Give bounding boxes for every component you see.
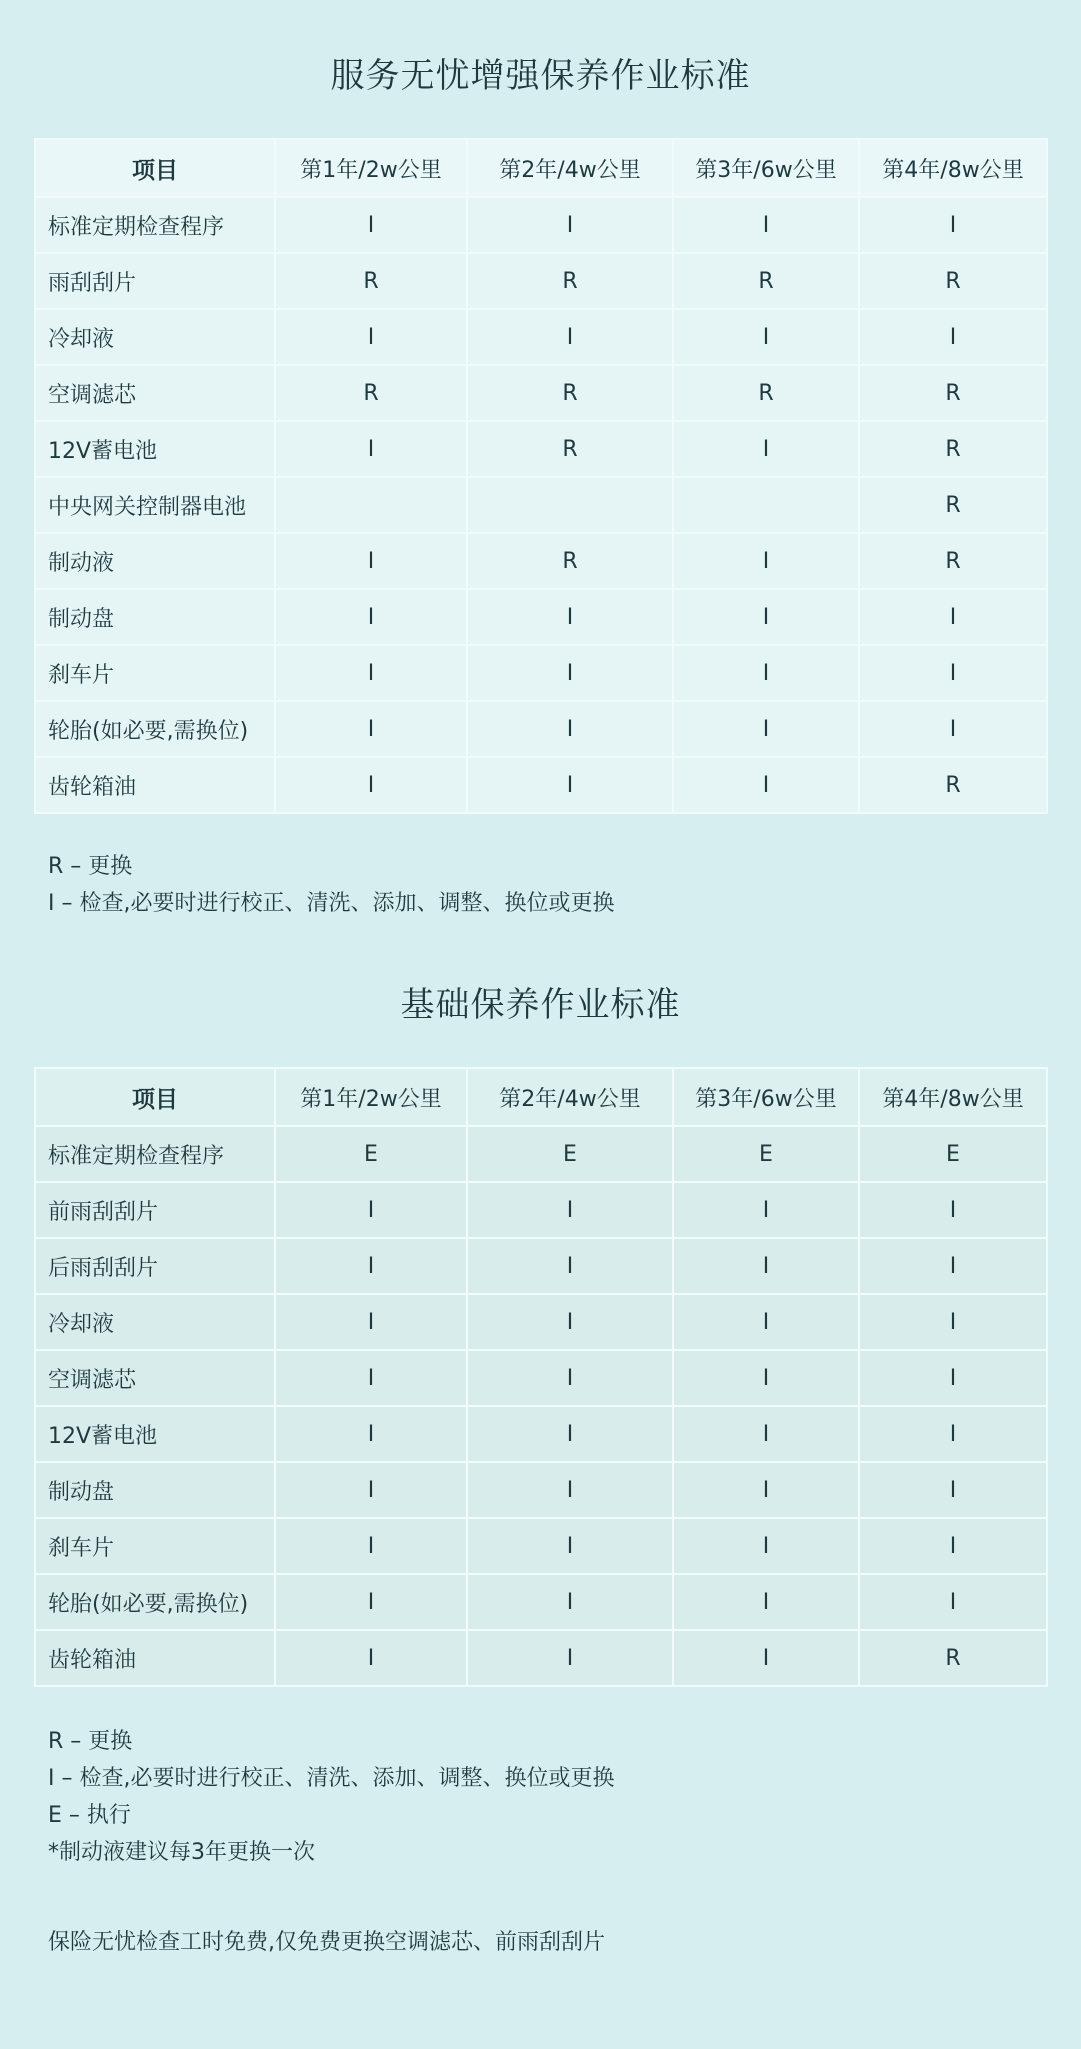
cell-year2: I xyxy=(467,309,673,365)
column-header-year2: 第2年/4w公里 xyxy=(467,1068,673,1126)
basic-table-container xyxy=(34,1067,1046,1687)
cell-year3: I xyxy=(673,1238,859,1294)
cell-year3: I xyxy=(673,1630,859,1686)
cell-year1: R xyxy=(275,253,467,309)
cell-year4: I xyxy=(859,1518,1047,1574)
cell-year3: R xyxy=(673,253,859,309)
legend-line: I – 检查,必要时进行校正、清洗、添加、调整、换位或更换 xyxy=(48,891,615,916)
cell-year1: I xyxy=(275,589,467,645)
cell-year4: I xyxy=(859,1574,1047,1630)
table-row xyxy=(35,589,1047,645)
column-header-item: 项目 xyxy=(35,139,275,197)
cell-year1: I xyxy=(275,1182,467,1238)
cell-year4: I xyxy=(859,701,1047,757)
enhanced-legend xyxy=(48,848,614,922)
cell-year1: R xyxy=(275,365,467,421)
cell-year4: R xyxy=(859,253,1047,309)
cell-year2: I xyxy=(467,1182,673,1238)
cell-year3: I xyxy=(673,1406,859,1462)
column-header-item: 项目 xyxy=(35,1068,275,1126)
table-header-row xyxy=(35,1068,1047,1126)
table-row xyxy=(35,197,1047,253)
row-item-label: 空调滤芯 xyxy=(35,1350,275,1406)
enhanced-table-container xyxy=(34,138,1046,814)
cell-year2: I xyxy=(467,1294,673,1350)
cell-year2: R xyxy=(467,533,673,589)
cell-year1: I xyxy=(275,645,467,701)
cell-year4: I xyxy=(859,1182,1047,1238)
cell-year3: I xyxy=(673,1518,859,1574)
basic-table-body xyxy=(35,1126,1047,1686)
footer-note: 保险无忧检查工时免费,仅免费更换空调滤芯、前雨刮刮片 xyxy=(48,1930,605,1955)
legend-line: R – 更换 xyxy=(48,854,133,879)
table-row xyxy=(35,1630,1047,1686)
cell-year4: I xyxy=(859,197,1047,253)
cell-year3: I xyxy=(673,757,859,813)
cell-year1: I xyxy=(275,533,467,589)
cell-year4: I xyxy=(859,589,1047,645)
cell-year3: I xyxy=(673,1462,859,1518)
cell-year3: E xyxy=(673,1126,859,1182)
basic-title: 基础保养作业标准 xyxy=(400,985,681,1025)
cell-year4: I xyxy=(859,1238,1047,1294)
cell-year3: I xyxy=(673,1182,859,1238)
cell-year4: R xyxy=(859,365,1047,421)
cell-year1: I xyxy=(275,309,467,365)
cell-year1: I xyxy=(275,1574,467,1630)
cell-year1: I xyxy=(275,1238,467,1294)
table-row xyxy=(35,1294,1047,1350)
column-header-year4: 第4年/8w公里 xyxy=(859,1068,1047,1126)
table-row xyxy=(35,1406,1047,1462)
column-header-year2: 第2年/4w公里 xyxy=(467,139,673,197)
table-row xyxy=(35,757,1047,813)
cell-year2: I xyxy=(467,1238,673,1294)
cell-year2: R xyxy=(467,421,673,477)
row-item-label: 标准定期检查程序 xyxy=(35,1126,275,1182)
row-item-label: 制动盘 xyxy=(35,589,275,645)
cell-year1: E xyxy=(275,1126,467,1182)
row-item-label: 轮胎(如必要,需换位) xyxy=(35,1574,275,1630)
table-header-row xyxy=(35,139,1047,197)
cell-year2: I xyxy=(467,757,673,813)
cell-year4: E xyxy=(859,1126,1047,1182)
row-item-label: 制动液 xyxy=(35,533,275,589)
table-row xyxy=(35,1462,1047,1518)
row-item-label: 轮胎(如必要,需换位) xyxy=(35,701,275,757)
cell-year2: I xyxy=(467,1406,673,1462)
table-row xyxy=(35,1350,1047,1406)
legend-line: R – 更换 xyxy=(48,1729,133,1754)
row-item-label: 冷却液 xyxy=(35,1294,275,1350)
cell-year1: I xyxy=(275,757,467,813)
cell-year4: I xyxy=(859,1462,1047,1518)
cell-year3: I xyxy=(673,1294,859,1350)
table-row xyxy=(35,309,1047,365)
cell-year3: I xyxy=(673,533,859,589)
column-header-year1: 第1年/2w公里 xyxy=(275,1068,467,1126)
cell-year1: I xyxy=(275,1630,467,1686)
enhanced-title: 服务无忧增强保养作业标准 xyxy=(330,56,751,96)
cell-year3: I xyxy=(673,421,859,477)
row-item-label: 冷却液 xyxy=(35,309,275,365)
cell-year3: I xyxy=(673,645,859,701)
basic-maintenance-table xyxy=(34,1067,1048,1687)
table-row xyxy=(35,253,1047,309)
cell-year3: I xyxy=(673,1350,859,1406)
row-item-label: 雨刮刮片 xyxy=(35,253,275,309)
cell-year3: I xyxy=(673,309,859,365)
row-item-label: 空调滤芯 xyxy=(35,365,275,421)
cell-year2: R xyxy=(467,253,673,309)
cell-year1: I xyxy=(275,1518,467,1574)
table-row xyxy=(35,1238,1047,1294)
legend-line: I – 检查,必要时进行校正、清洗、添加、调整、换位或更换 xyxy=(48,1766,615,1791)
column-header-year3: 第3年/6w公里 xyxy=(673,139,859,197)
cell-year2: R xyxy=(467,365,673,421)
cell-year4: I xyxy=(859,1406,1047,1462)
column-header-year3: 第3年/6w公里 xyxy=(673,1068,859,1126)
cell-year2: I xyxy=(467,197,673,253)
legend-line: *制动液建议每3年更换一次 xyxy=(48,1840,315,1865)
column-header-year4: 第4年/8w公里 xyxy=(859,139,1047,197)
table-row xyxy=(35,1574,1047,1630)
cell-year1 xyxy=(275,477,467,533)
cell-year1: I xyxy=(275,1406,467,1462)
cell-year4: I xyxy=(859,309,1047,365)
row-item-label: 标准定期检查程序 xyxy=(35,197,275,253)
column-header-year1: 第1年/2w公里 xyxy=(275,139,467,197)
table-row xyxy=(35,533,1047,589)
cell-year1: I xyxy=(275,197,467,253)
legend-line: E – 执行 xyxy=(48,1803,131,1828)
table-row xyxy=(35,1182,1047,1238)
cell-year3 xyxy=(673,477,859,533)
row-item-label: 后雨刮刮片 xyxy=(35,1238,275,1294)
cell-year4: R xyxy=(859,1630,1047,1686)
cell-year1: I xyxy=(275,1462,467,1518)
cell-year4: R xyxy=(859,757,1047,813)
cell-year1: I xyxy=(275,701,467,757)
cell-year2: E xyxy=(467,1126,673,1182)
cell-year2: I xyxy=(467,1630,673,1686)
cell-year3: I xyxy=(673,197,859,253)
table-row xyxy=(35,1518,1047,1574)
table-row xyxy=(35,701,1047,757)
cell-year2: I xyxy=(467,1518,673,1574)
cell-year4: I xyxy=(859,1350,1047,1406)
table-row xyxy=(35,645,1047,701)
table-row xyxy=(35,365,1047,421)
cell-year4: R xyxy=(859,477,1047,533)
cell-year2: I xyxy=(467,701,673,757)
row-item-label: 制动盘 xyxy=(35,1462,275,1518)
row-item-label: 12V蓄电池 xyxy=(35,421,275,477)
cell-year2: I xyxy=(467,1350,673,1406)
cell-year4: R xyxy=(859,533,1047,589)
row-item-label: 刹车片 xyxy=(35,645,275,701)
cell-year3: R xyxy=(673,365,859,421)
row-item-label: 中央网关控制器电池 xyxy=(35,477,275,533)
table-row xyxy=(35,421,1047,477)
cell-year3: I xyxy=(673,589,859,645)
row-item-label: 齿轮箱油 xyxy=(35,1630,275,1686)
cell-year1: I xyxy=(275,1350,467,1406)
row-item-label: 前雨刮刮片 xyxy=(35,1182,275,1238)
row-item-label: 齿轮箱油 xyxy=(35,757,275,813)
cell-year1: I xyxy=(275,1294,467,1350)
enhanced-table-body xyxy=(35,197,1047,813)
cell-year4: I xyxy=(859,645,1047,701)
cell-year3: I xyxy=(673,701,859,757)
cell-year4: R xyxy=(859,421,1047,477)
enhanced-maintenance-table xyxy=(34,138,1048,814)
cell-year2: I xyxy=(467,1462,673,1518)
row-item-label: 刹车片 xyxy=(35,1518,275,1574)
table-row xyxy=(35,1126,1047,1182)
cell-year2: I xyxy=(467,589,673,645)
cell-year1: I xyxy=(275,421,467,477)
cell-year4: I xyxy=(859,1294,1047,1350)
row-item-label: 12V蓄电池 xyxy=(35,1406,275,1462)
cell-year3: I xyxy=(673,1574,859,1630)
table-row xyxy=(35,477,1047,533)
cell-year2 xyxy=(467,477,673,533)
cell-year2: I xyxy=(467,1574,673,1630)
basic-legend xyxy=(48,1723,614,1871)
cell-year2: I xyxy=(467,645,673,701)
